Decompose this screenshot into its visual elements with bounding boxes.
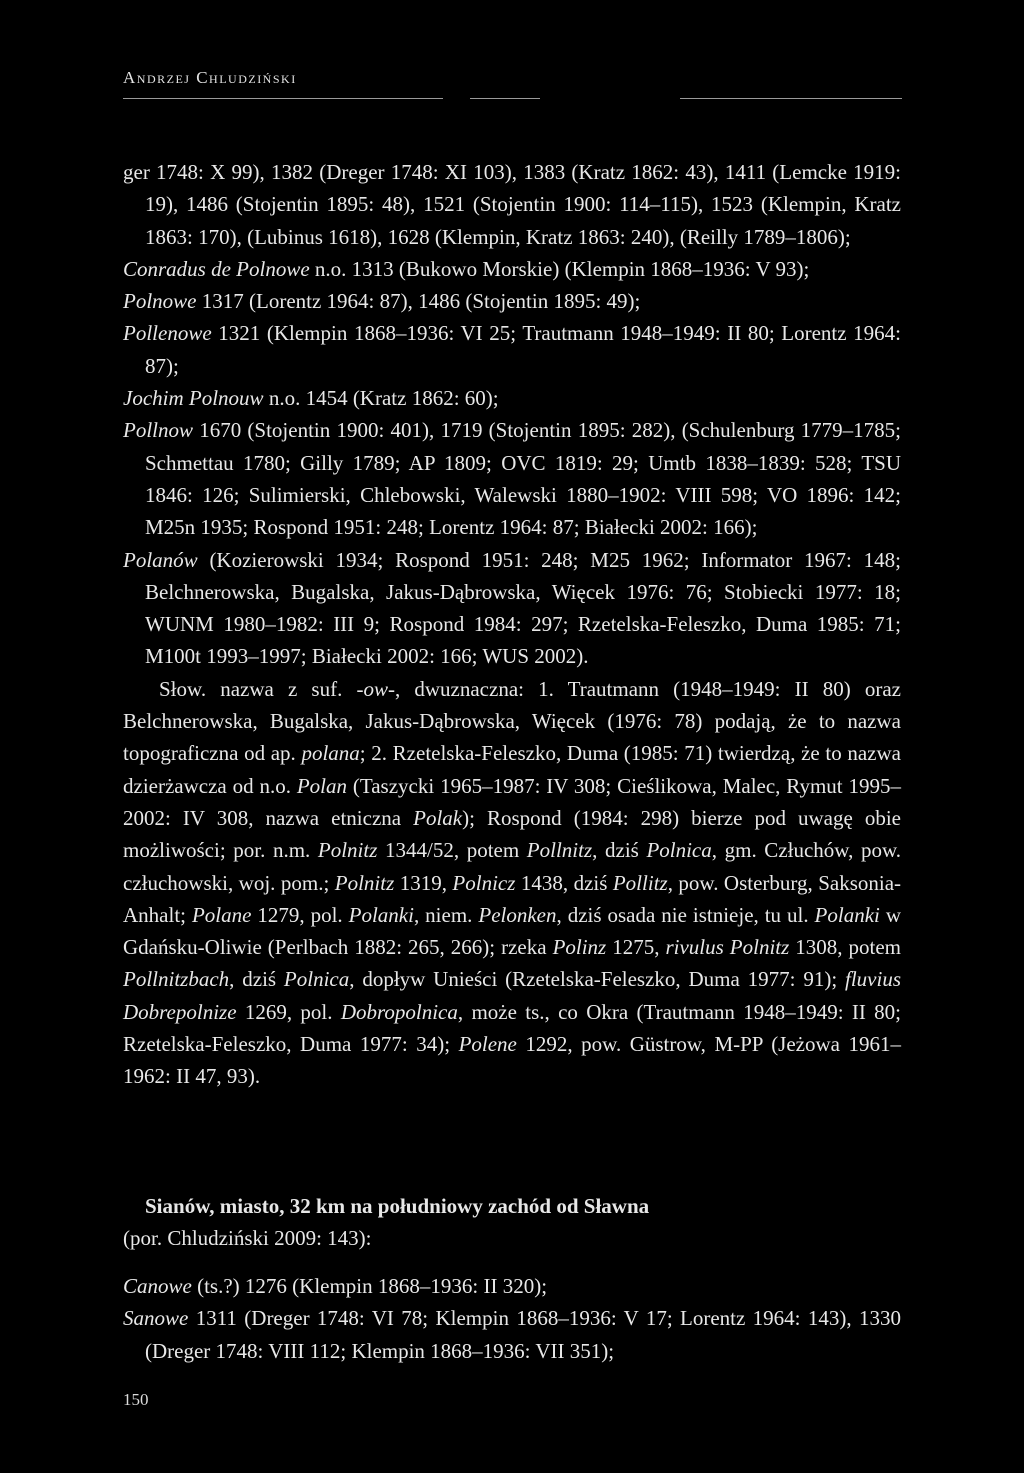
italic-term: Pollitz	[612, 870, 668, 895]
text-run: Słow. nazwa z suf.	[159, 676, 357, 701]
text-run: 1279, pol.	[251, 902, 349, 927]
text-run: 1311 (Dreger 1748: VI 78; Klempin 1868–1936: V 17; Lorentz 1964: 143), 1330 (Dreger 1748: VIII 112; Klempin 1868–1936: VII 351);	[145, 1306, 901, 1363]
text-run: , dziś	[229, 967, 284, 992]
text-run: ger 1748: X 99), 1382 (Dreger 1748: XI 103), 1383 (Kratz 1862: 43), 1411 (Lemcke 1919: 19), 1486 (Stojentin 1895: 48), 1521 (Stojentin 1900: 114–115), 1523 (Klempin, Kratz 1863: 170), (Lubinus 1618), 1628 (Klempin, Kratz 1863: 240), (Reilly 1789–1806);	[123, 160, 901, 249]
text-run: 1292, pow. Güstrow, M-PP (Jeżowa 1961–1962: II 47, 93).	[123, 1032, 901, 1089]
text-run: 1269, pol.	[236, 999, 341, 1024]
text-run: , pow. Osterburg, Saksonia-Anhalt;	[123, 870, 902, 927]
section-subtitle: (por. Chludziński 2009: 143):	[123, 1226, 372, 1250]
italic-term: Dobropolnica	[340, 999, 458, 1024]
text-run: (Kozierowski 1934; Rospond 1951: 248; M25 1962; Informator 1967: 148; Belchnerowska, Bugalska, Jakus-Dąbrowska, Więcek 1976: 76; Stobiecki 1977: 18; WUNM 1980–1982: III 9; Rospond 1984: 297; Rzetelska-Feleszko, Duma 1985: 71; M100t 1993–1997; Białecki 2002: 166; WUS 2002).	[145, 547, 901, 669]
italic-term: Pollnitzbach	[123, 967, 230, 992]
italic-term: Polinz	[552, 935, 607, 960]
text-run: , dwuznaczna: 1. Trautmann (1948–1949: II 80) oraz Belchnerowska, Bugalska, Jakus-Dąbrowska, Więcek (1976: 78) podają, że to nazwa topograficzna od ap.	[123, 676, 901, 766]
italic-term: Polan	[296, 773, 348, 798]
paragraph	[123, 253, 901, 285]
italic-term: Jochim Polnouw	[123, 386, 264, 411]
section-entries	[123, 1270, 901, 1367]
italic-term: Pelonken	[478, 902, 557, 927]
text-run: 1275,	[606, 935, 666, 960]
italic-term: rivulus Polnitz	[665, 935, 790, 960]
italic-term: Polnica	[646, 838, 712, 863]
italic-term: Pollenowe	[123, 321, 212, 346]
text-run: ; 2. Rzetelska-Feleszko, Duma (1985: 71) twierdzą, że to nazwa dzierżawcza od n.o.	[123, 741, 901, 798]
italic-term: Polnowe	[123, 289, 197, 314]
text-run: ); Rospond (1984: 298) bierze pod uwagę obie możliwości; por. n.m.	[123, 805, 901, 863]
italic-term: Sanowe	[123, 1306, 189, 1331]
text-run: , dopływ Unieści (Rzetelska-Feleszko, Duma 1977: 91);	[349, 967, 845, 992]
text-run: 1317 (Lorentz 1964: 87), 1486 (Stojentin 1895: 49);	[196, 289, 641, 314]
italic-term: Polnitz	[317, 838, 378, 863]
text-run: , może ts., co Okra (Trautmann 1948–1949: II 80; Rzetelska-Feleszko, Duma 1977: 34);	[123, 999, 901, 1057]
italic-term: Polnitz	[334, 870, 395, 895]
text-run: 1319,	[394, 870, 453, 895]
running-header-author: Andrzej Chludziński	[123, 68, 297, 87]
paragraph	[123, 673, 901, 1093]
italic-term: Polanki	[814, 902, 880, 927]
text-run: 1344/52, potem	[377, 838, 527, 863]
paragraph	[123, 317, 901, 382]
italic-term: Conradus de Polnowe	[123, 256, 310, 281]
italic-term: -ow-	[356, 676, 395, 701]
text-run: , gm. Człuchów, pow. człuchowski, woj. pom.;	[123, 838, 902, 895]
text-run: n.o. 1313 (Bukowo Morskie) (Klempin 1868–1936: V 93);	[309, 256, 810, 281]
paragraph	[123, 414, 901, 543]
italic-term: polana	[301, 741, 360, 766]
paragraph	[123, 382, 901, 414]
italic-term: fluvius Dobrepolnize	[123, 967, 901, 1024]
text-run: , dziś osada nie istnieje, tu ul.	[556, 902, 815, 927]
text-run: (Taszycki 1965–1987: IV 308; Cieślikowa, Malec, Rymut 1995–2002: IV 308, nazwa etniczna	[123, 773, 901, 830]
paragraph	[123, 285, 901, 317]
italic-term: Polene	[458, 1032, 517, 1057]
paragraph	[123, 156, 901, 253]
text-run: n.o. 1454 (Kratz 1862: 60);	[263, 386, 499, 411]
text-run: 1308, potem	[789, 935, 902, 960]
text-run: (ts.?) 1276 (Klempin 1868–1936: II 320);	[191, 1274, 548, 1298]
text-run: 1438, dziś	[515, 870, 613, 895]
italic-term: Polak	[413, 805, 463, 830]
italic-term: Polanów	[123, 547, 198, 572]
italic-term: Pollnow	[123, 418, 194, 443]
paragraph	[123, 1302, 901, 1367]
text-run: 1321 (Klempin 1868–1936: VI 25; Trautmann 1948–1949: II 80; Lorentz 1964: 87);	[145, 321, 901, 378]
italic-term: Polanki	[348, 902, 414, 927]
main-text	[123, 156, 901, 1093]
header-rule	[680, 98, 902, 99]
italic-term: Canowe	[123, 1274, 192, 1298]
text-run: 1670 (Stojentin 1900: 401), 1719 (Stojentin 1895: 282), (Schulenburg 1779–1785; Schmettau 1780; Gilly 1789; AP 1809; OVC 1819: 29; Umtb 1838–1839: 528; TSU 1846: 126; Sulimierski, Chlebowski, Walewski 1880–1902: VIII 598; VO 1896: 142; M25n 1935; Rospond 1951: 248; Lorentz 1964: 87; Białecki 2002: 166);	[145, 418, 901, 540]
header-rule	[470, 98, 540, 99]
text-run: , niem.	[413, 902, 479, 927]
header-rule	[123, 98, 443, 99]
section-heading	[123, 1190, 901, 1254]
section-title: Sianów, miasto, 32 km na południowy zachód od Sławna	[145, 1194, 650, 1218]
paragraph	[123, 1270, 901, 1302]
paragraph	[123, 544, 901, 673]
text-run: , dziś	[592, 838, 647, 863]
italic-term: Polnica	[283, 967, 350, 992]
italic-term: Pollnitz	[526, 838, 593, 863]
italic-term: Polnicz	[452, 870, 516, 895]
italic-term: Polane	[191, 902, 252, 927]
text-run: w Gdańsku-Oliwie (Perlbach 1882: 265, 266); rzeka	[123, 902, 901, 960]
page-number: 150	[123, 1390, 149, 1409]
